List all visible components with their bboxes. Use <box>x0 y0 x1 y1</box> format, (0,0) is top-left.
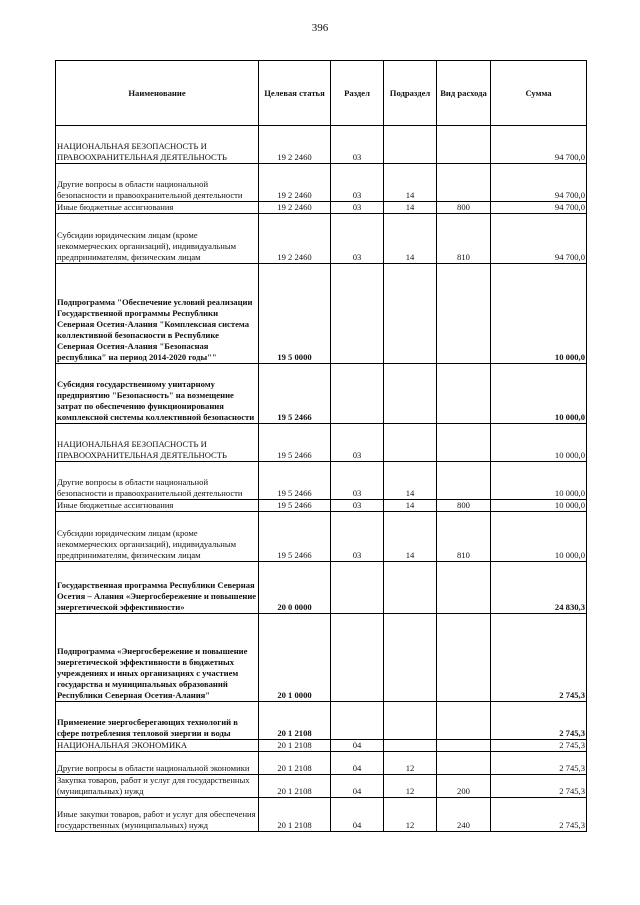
row-name: Иные бюджетные ассигнования <box>56 500 259 512</box>
table-row <box>56 500 587 512</box>
row-expense-type <box>437 364 491 424</box>
table-row <box>56 202 587 214</box>
row-amount: 10 000,0 <box>491 500 587 512</box>
row-amount: 2 745,3 <box>491 702 587 740</box>
row-subsection: 12 <box>384 798 437 832</box>
row-amount: 10 000,0 <box>491 364 587 424</box>
row-amount: 94 700,0 <box>491 126 587 164</box>
row-target: 19 5 2466 <box>259 424 331 462</box>
table-row <box>56 214 587 264</box>
row-target: 19 2 2460 <box>259 214 331 264</box>
row-subsection: 12 <box>384 775 437 798</box>
table-row <box>56 512 587 562</box>
row-name: Применение энергосберегающих технологий в сфере потребления тепловой энергии и воды <box>56 702 259 740</box>
row-target: 19 2 2460 <box>259 164 331 202</box>
table-row <box>56 798 587 832</box>
row-section: 04 <box>331 798 384 832</box>
row-target: 20 1 2108 <box>259 702 331 740</box>
row-section <box>331 364 384 424</box>
row-section: 03 <box>331 164 384 202</box>
table-row <box>56 462 587 500</box>
row-name: Другие вопросы в области национальной безопасности и правоохранительной деятельности <box>56 462 259 500</box>
row-expense-type: 800 <box>437 500 491 512</box>
row-target: 20 1 2108 <box>259 775 331 798</box>
table-row <box>56 614 587 702</box>
row-subsection: 12 <box>384 752 437 775</box>
row-name: Субсидия государственному унитарному предприятию "Безопасность" на возмещение затрат по обеспечению функционирования комплексной системы коллективной безопасности <box>56 364 259 424</box>
row-target: 19 5 2466 <box>259 364 331 424</box>
table-row <box>56 702 587 740</box>
row-section: 03 <box>331 126 384 164</box>
row-expense-type: 200 <box>437 775 491 798</box>
row-target: 19 2 2460 <box>259 202 331 214</box>
row-amount: 10 000,0 <box>491 462 587 500</box>
table-body <box>56 126 587 832</box>
row-subsection <box>384 562 437 614</box>
row-subsection <box>384 264 437 364</box>
row-name: НАЦИОНАЛЬНАЯ БЕЗОПАСНОСТЬ И ПРАВООХРАНИТЕЛЬНАЯ ДЕЯТЕЛЬНОСТЬ <box>56 126 259 164</box>
header-expense-type: Вид расхода <box>437 61 491 126</box>
row-subsection: 14 <box>384 512 437 562</box>
row-name: НАЦИОНАЛЬНАЯ БЕЗОПАСНОСТЬ И ПРАВООХРАНИТЕЛЬНАЯ ДЕЯТЕЛЬНОСТЬ <box>56 424 259 462</box>
row-target: 19 2 2460 <box>259 126 331 164</box>
row-subsection: 14 <box>384 202 437 214</box>
row-expense-type <box>437 740 491 752</box>
row-expense-type <box>437 752 491 775</box>
row-target: 19 5 0000 <box>259 264 331 364</box>
row-name: Подпрограмма «Энергосбережение и повышение энергетической эффективности в бюджетных учреждениях и иных организациях с участием государства и муниципальных образований Республики Северная Осетия-Алания" <box>56 614 259 702</box>
row-section: 03 <box>331 500 384 512</box>
row-name: Субсидии юридическим лицам (кроме некоммерческих организаций), индивидуальным предпринимателям, физическим лицам <box>56 512 259 562</box>
row-section: 03 <box>331 202 384 214</box>
row-section <box>331 264 384 364</box>
row-subsection: 14 <box>384 164 437 202</box>
row-expense-type: 240 <box>437 798 491 832</box>
row-subsection <box>384 126 437 164</box>
row-expense-type: 810 <box>437 512 491 562</box>
row-name: Закупка товаров, работ и услуг для государственных (муниципальных) нужд <box>56 775 259 798</box>
row-amount: 2 745,3 <box>491 614 587 702</box>
page-number: 396 <box>311 22 329 34</box>
row-target: 20 1 2108 <box>259 798 331 832</box>
row-subsection <box>384 702 437 740</box>
row-expense-type <box>437 164 491 202</box>
row-target: 20 1 2108 <box>259 740 331 752</box>
header-row <box>56 61 587 126</box>
row-amount: 2 745,3 <box>491 775 587 798</box>
row-amount: 94 700,0 <box>491 214 587 264</box>
row-name: Другие вопросы в области национальной экономики <box>56 752 259 775</box>
row-target: 19 5 2466 <box>259 512 331 562</box>
row-amount: 10 000,0 <box>491 264 587 364</box>
row-expense-type <box>437 702 491 740</box>
row-name: Другие вопросы в области национальной безопасности и правоохранительной деятельности <box>56 164 259 202</box>
row-expense-type <box>437 126 491 164</box>
row-section: 03 <box>331 462 384 500</box>
row-amount: 94 700,0 <box>491 202 587 214</box>
table-row <box>56 164 587 202</box>
row-expense-type <box>437 614 491 702</box>
row-target: 19 5 2466 <box>259 462 331 500</box>
row-section <box>331 562 384 614</box>
row-name: Подпрограмма "Обеспечение условий реализации Государственной программы Республики Северная Осетия-Алания "Комплексная система коллективной безопасности в Республике Северная Осетия-Алания "Безопасная республика" на период 2014-2020 годы"" <box>56 264 259 364</box>
row-amount: 10 000,0 <box>491 512 587 562</box>
row-section: 03 <box>331 512 384 562</box>
table-row <box>56 264 587 364</box>
row-amount: 94 700,0 <box>491 164 587 202</box>
table-row <box>56 740 587 752</box>
row-section <box>331 614 384 702</box>
row-amount: 24 830,3 <box>491 562 587 614</box>
row-section <box>331 702 384 740</box>
header-amount: Сумма <box>491 61 587 126</box>
row-name: Субсидии юридическим лицам (кроме некоммерческих организаций), индивидуальным предпринимателям, физическим лицам <box>56 214 259 264</box>
row-amount: 2 745,3 <box>491 740 587 752</box>
row-name: Иные закупки товаров, работ и услуг для обеспечения государственных (муниципальных) нужд <box>56 798 259 832</box>
header-name: Наименование <box>56 61 259 126</box>
row-amount: 2 745,3 <box>491 798 587 832</box>
table-row <box>56 562 587 614</box>
row-expense-type <box>437 562 491 614</box>
row-name: Государственная программа Республики Северная Осетия – Алания «Энергосбережение и повышение энергетической эффективности» <box>56 562 259 614</box>
row-section: 04 <box>331 752 384 775</box>
row-subsection <box>384 424 437 462</box>
row-amount: 2 745,3 <box>491 752 587 775</box>
table-row <box>56 364 587 424</box>
row-name: НАЦИОНАЛЬНАЯ ЭКОНОМИКА <box>56 740 259 752</box>
row-section: 03 <box>331 214 384 264</box>
row-section: 03 <box>331 424 384 462</box>
row-subsection <box>384 614 437 702</box>
row-amount: 10 000,0 <box>491 424 587 462</box>
row-section: 04 <box>331 740 384 752</box>
table-row <box>56 126 587 164</box>
table-row <box>56 752 587 775</box>
row-target: 20 0 0000 <box>259 562 331 614</box>
budget-table <box>55 60 587 832</box>
row-expense-type <box>437 264 491 364</box>
table-row <box>56 424 587 462</box>
row-name: Иные бюджетные ассигнования <box>56 202 259 214</box>
row-target: 20 1 2108 <box>259 752 331 775</box>
row-section: 04 <box>331 775 384 798</box>
row-target: 20 1 0000 <box>259 614 331 702</box>
row-subsection <box>384 364 437 424</box>
header-section: Раздел <box>331 61 384 126</box>
header-subsection: Подраздел <box>384 61 437 126</box>
row-subsection: 14 <box>384 214 437 264</box>
table-row <box>56 775 587 798</box>
row-subsection: 14 <box>384 462 437 500</box>
row-expense-type <box>437 462 491 500</box>
row-expense-type: 800 <box>437 202 491 214</box>
header-target: Целевая статья <box>259 61 331 126</box>
row-expense-type: 810 <box>437 214 491 264</box>
row-expense-type <box>437 424 491 462</box>
row-subsection: 14 <box>384 500 437 512</box>
row-target: 19 5 2466 <box>259 500 331 512</box>
row-subsection <box>384 740 437 752</box>
